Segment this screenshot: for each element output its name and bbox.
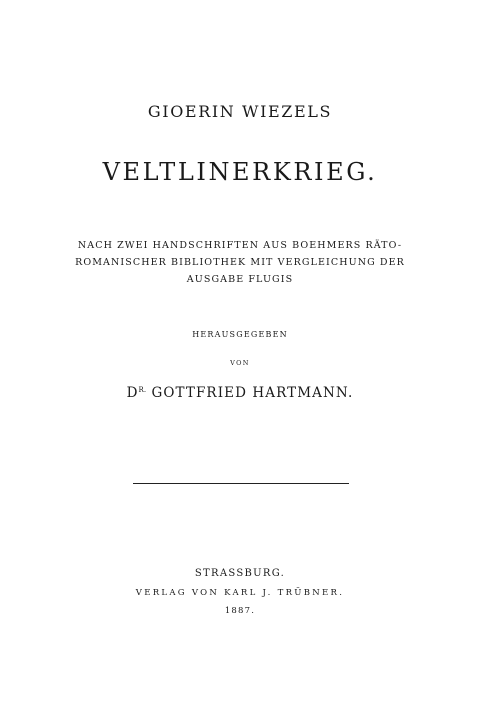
von-label: VON	[230, 359, 250, 367]
imprint-year: 1887.	[224, 606, 256, 616]
subtitle-line-2: ROMANISCHER BIBLIOTHEK MIT VERGLEICHUNG DER	[75, 257, 405, 268]
horizontal-rule	[133, 483, 349, 484]
subtitle-line-1: NACH ZWEI HANDSCHRIFTEN AUS BOEHMERS RÄTO-	[77, 240, 403, 251]
author-line: GIOERIN WIEZELS	[147, 102, 333, 121]
editor-full-name: GOTTFRIED HARTMANN.	[151, 385, 354, 401]
editor-prefix: D	[126, 385, 139, 401]
imprint-publisher: VERLAG VON KARL J. TRÜBNER.	[135, 588, 345, 598]
imprint-city: STRASSBURG.	[194, 568, 286, 579]
book-title: VELTLINERKRIEG.	[102, 158, 378, 186]
subtitle-line-3: AUSGABE FLUGIS	[186, 274, 294, 285]
editor-name	[0, 385, 480, 401]
edited-label: HERAUSGEGEBEN	[192, 330, 288, 339]
editor-prefix-superscript: R.	[138, 386, 147, 394]
